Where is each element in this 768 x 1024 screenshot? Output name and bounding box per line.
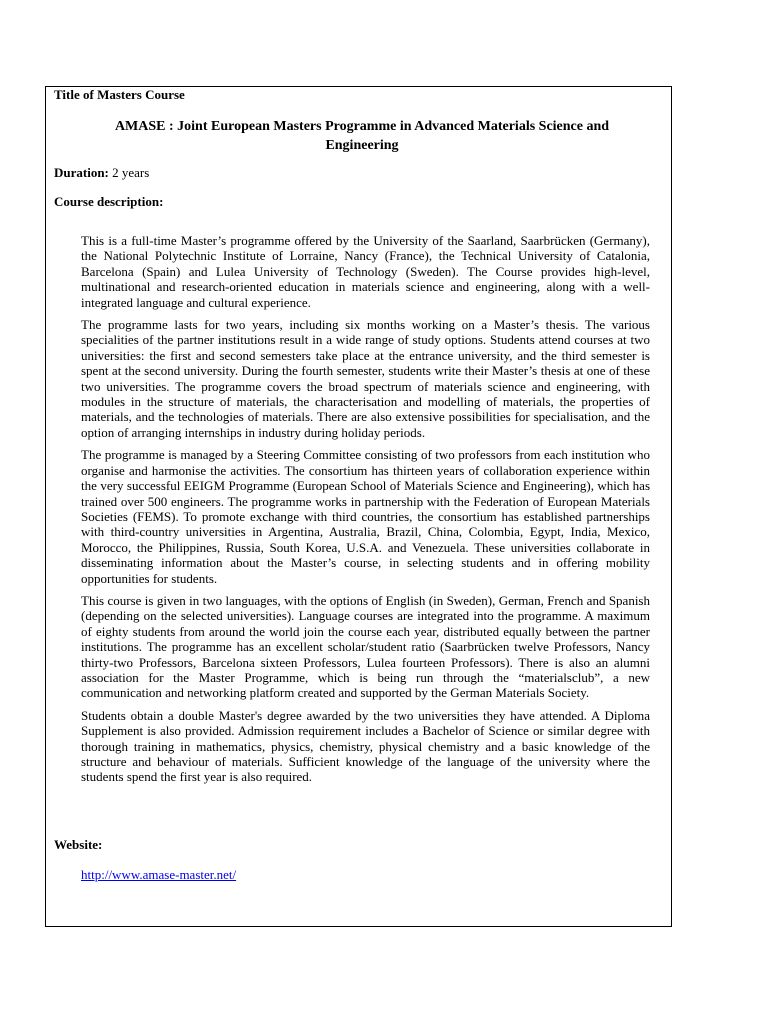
description-paragraph-2: The programme lasts for two years, including six months working on a Master’s thesis. The various specialities of the partner institutions result in a wide range of study options. Students attend courses at two universities: the first and second semesters take place at the entrance university, and the third semester is spent at the second university. During the fourth semester, students write their Master’s thesis at one of these two universities. The programme covers the broad spectrum of materials science and engineering, with modules in the structure of materials, the characterisation and modelling of materials, the properties of materials, and the technologies of materials. There are also extensive possibilities for specialisation, and the option of arranging internships in industry during holiday periods. bbox=[81, 317, 650, 440]
description-body bbox=[81, 233, 650, 792]
description-paragraph-1: This is a full-time Master’s programme offered by the University of the Saarland, Saarbrücken (Germany), the National Polytechnic Institute of Lorraine, Nancy (France), the Technical University of Catalonia, Barcelona (Spain) and Lulea University of Technology (Sweden). The Course provides high-level, multinational and research-oriented education in materials science and engineering, along with a well-integrated language and cultural experience. bbox=[81, 233, 650, 310]
duration-value: 2 years bbox=[112, 165, 150, 180]
description-paragraph-5: Students obtain a double Master's degree awarded by the two universities they have attended. A Diploma Supplement is also provided. Admission requirement includes a Bachelor of Science or similar degree with thorough training in mathematics, physics, chemistry, physical chemistry and a basic knowledge of the structure and behaviour of materials. Sufficient knowledge of the language of the university where the students spend the first year is also required. bbox=[81, 707, 650, 785]
website-link[interactable]: http://www.amase-master.net/ bbox=[81, 867, 237, 882]
duration-line bbox=[54, 165, 149, 181]
course-title: AMASE : Joint European Masters Programme in Advanced Materials Science and Engineering bbox=[114, 119, 610, 153]
description-label: Course description: bbox=[54, 194, 164, 209]
website-label: Website: bbox=[54, 837, 103, 852]
course-label: Title of Masters Course bbox=[54, 87, 185, 102]
description-paragraph-3: The programme is managed by a Steering Committee consisting of two professors from each institution who organise and harmonise the activities. The consortium has thirteen years of collaboration experience within the very successful EEIGM Programme (European School of Materials Science and Engineering), which has trained over 500 engineers. The programme works in partnership with the Federation of European Materials Societies (FEMS). To promote exchange with third countries, the consortium has established partnerships with third-country universities in Argentina, Australia, Brazil, China, Colombia, Egypt, India, Mexico, Morocco, the Philippines, Russia, South Korea, U.S.A. and Venezuela. These universities collaborate in disseminating information about the Master’s course, in selecting students and in offering mobility opportunities for students. bbox=[81, 447, 650, 586]
course-info-box bbox=[45, 86, 672, 927]
duration-label: Duration: bbox=[54, 165, 109, 180]
description-paragraph-4: This course is given in two languages, with the options of English (in Sweden), German, French and Spanish (depending on the selected universities). Language courses are integrated into the programme. A maximum of eighty students from around the world join the course each year, distributed equally between the partner institutions. The programme has an excellent scholar/student ratio (Saarbrücken twelve Professors, Nancy thirty-two Professors, Barcelona sixteen Professors, Lulea fourteen Professors). There is also an alumni association for the Master Programme, which is being run through the “materialsclub”, a new communication and networking platform created and supported by the German Materials Society. bbox=[81, 592, 650, 701]
